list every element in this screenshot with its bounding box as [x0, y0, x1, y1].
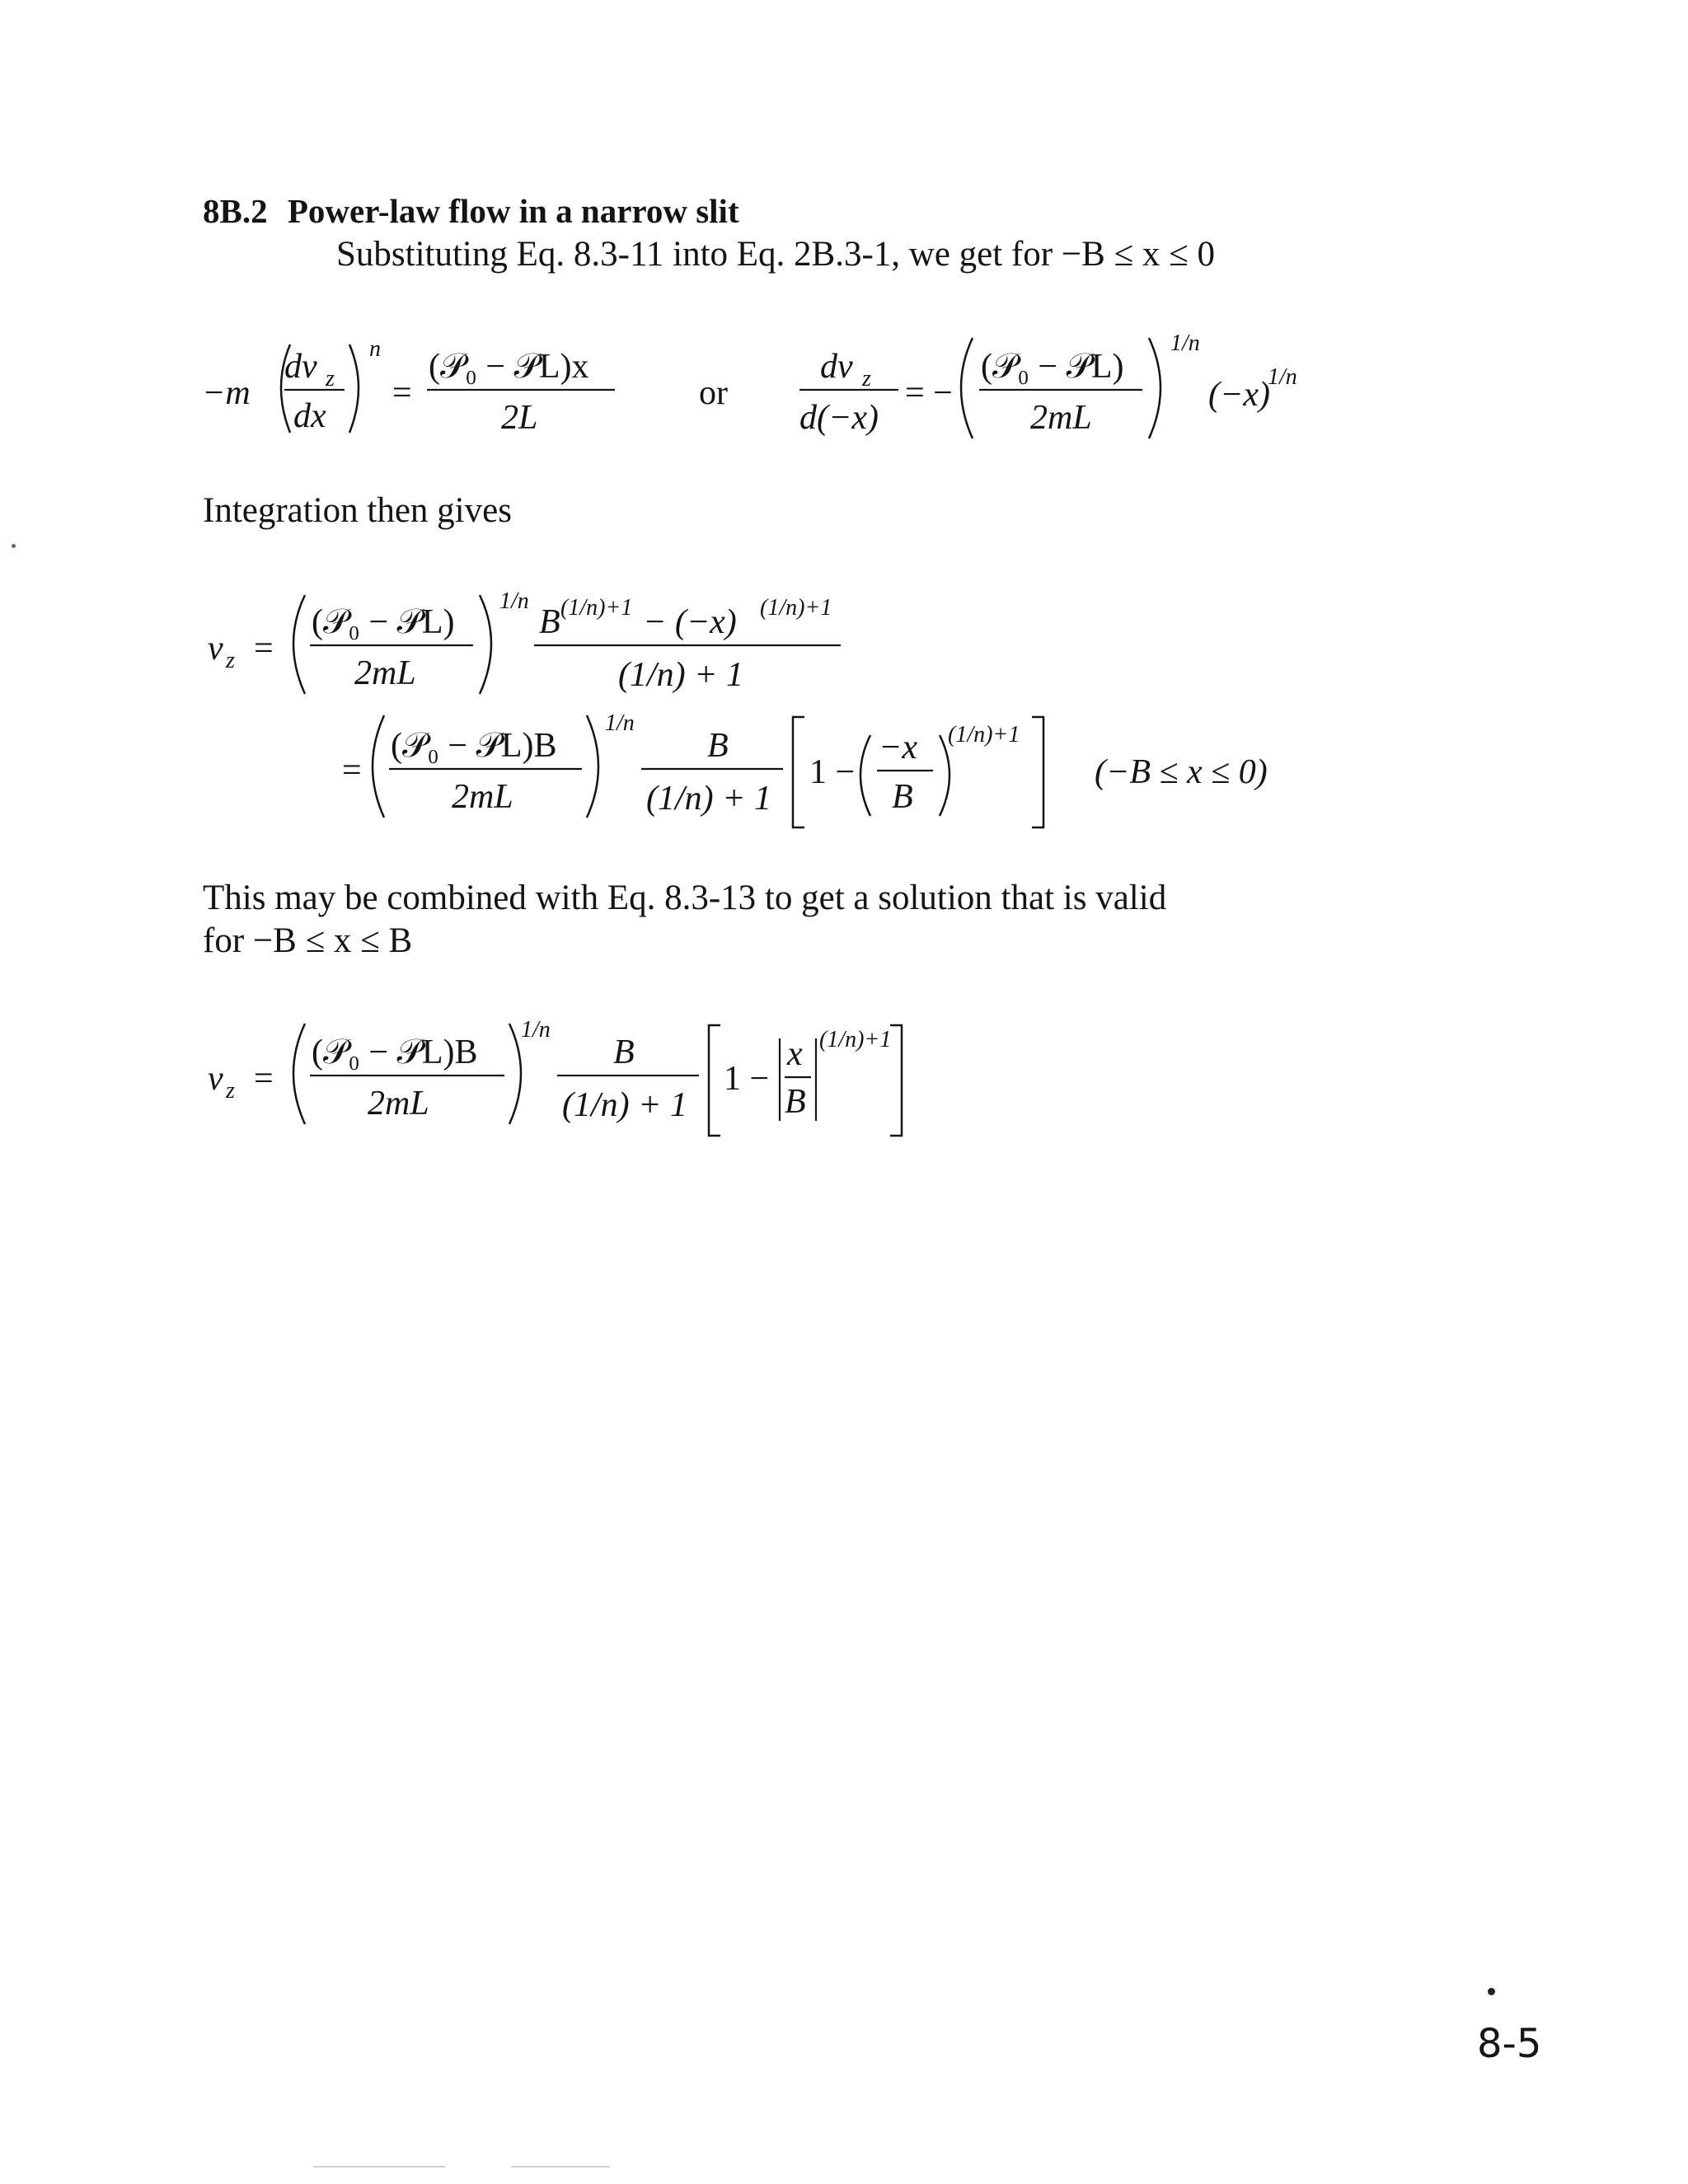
eq1-dx: dx: [293, 397, 326, 435]
equation-2: [799, 330, 1297, 438]
eq1-denominator: 2L: [501, 399, 538, 437]
eq4-frac-denominator: (1/n) + 1: [646, 780, 771, 818]
eq1-equals: =: [392, 374, 412, 412]
eq4-one-minus: 1 −: [809, 753, 856, 791]
eq2-tail-power: 1/n: [1268, 364, 1297, 390]
eq5-left-bracket: [709, 1025, 720, 1136]
eq4-inner-numerator: (𝒫₀ − 𝒫L)B: [391, 727, 557, 765]
eq4-power: 1/n: [605, 710, 635, 736]
eq1-numerator: (𝒫₀ − 𝒫L)x: [429, 348, 589, 386]
eq3-frac-num-exp2: (1/n)+1: [760, 595, 832, 621]
eq1-right-paren: [349, 344, 359, 433]
eq4-sub-numerator: −x: [879, 729, 917, 766]
intro-text: Substituting Eq. 8.3-11 into Eq. 2B.3-1, we get for −B ≤ x ≤ 0: [336, 235, 1215, 274]
eq3-lhs: v: [208, 630, 223, 668]
margin-dot-right: [1488, 1988, 1495, 1995]
eq5-abs-numerator: x: [787, 1035, 803, 1073]
eq1-z-sub: z: [326, 366, 335, 391]
eq5-one-minus: 1 −: [724, 1060, 770, 1098]
eq5-frac-numerator: B: [613, 1033, 635, 1071]
page-number: 8-5: [1477, 2021, 1542, 2067]
eq4-left-paren: [373, 715, 384, 818]
eq1-dvz: dv: [284, 348, 317, 386]
combine-text-line-2: for −B ≤ x ≤ B: [203, 921, 413, 960]
problem-number: 8B.2: [203, 192, 268, 230]
eq5-right-bracket: [890, 1025, 902, 1136]
eq2-inner-denominator: 2mL: [1030, 399, 1092, 437]
eq5-power: 1/n: [521, 1017, 551, 1043]
eq4-sub-denominator: B: [892, 778, 913, 816]
margin-dot-left: [12, 544, 16, 548]
problem-title: Power-law flow in a narrow slit: [287, 192, 739, 230]
or-word: or: [699, 374, 728, 412]
eq5-lhs: v: [208, 1060, 223, 1098]
eq5-frac-denominator: (1/n) + 1: [562, 1086, 687, 1124]
eq3-left-paren: [293, 595, 305, 694]
eq2-tail: (−x): [1208, 376, 1270, 414]
eq2-equals: = −: [905, 374, 953, 412]
integration-text: Integration then gives: [203, 491, 512, 530]
eq3-lhs-sub: z: [226, 648, 235, 673]
eq2-power: 1/n: [1170, 330, 1200, 356]
scan-artifact: [313, 2166, 445, 2168]
eq2-z-sub: z: [862, 366, 871, 391]
eq3-inner-denominator: 2mL: [354, 654, 416, 692]
combine-text-line-1: This may be combined with Eq. 8.3-13 to get a solution that is valid: [203, 879, 1167, 917]
eq1-lhs-sign: −m: [202, 374, 251, 412]
eq4-left-bracket: [793, 717, 804, 827]
eq4-sub-left-paren: [860, 735, 870, 816]
eq5-inner-numerator: (𝒫₀ − 𝒫L)B: [312, 1033, 478, 1071]
eq4-frac-numerator: B: [707, 727, 729, 765]
equation-1: [202, 336, 615, 437]
eq3-power: 1/n: [499, 588, 529, 614]
eq3-frac-denominator: (1/n) + 1: [618, 656, 743, 694]
equation-5: [208, 1017, 902, 1136]
eq3-equals: =: [254, 630, 274, 668]
eq4-right-paren: [587, 715, 598, 818]
scan-artifact: [511, 2166, 610, 2168]
eq4-right-bracket: [1032, 717, 1043, 827]
eq3-inner-numerator: (𝒫₀ − 𝒫L): [312, 603, 455, 641]
eq5-right-paren: [509, 1024, 521, 1124]
eq3-frac-num-exp: (1/n)+1: [560, 595, 633, 621]
eq4-sub-power: (1/n)+1: [948, 722, 1020, 748]
eq5-equals: =: [254, 1060, 274, 1098]
eq5-left-paren: [293, 1024, 305, 1124]
equation-3: [208, 588, 841, 694]
eq5-abs-denominator: B: [785, 1083, 806, 1121]
eq5-inner-denominator: 2mL: [368, 1085, 429, 1122]
eq3-frac-num-mid: − (−x): [643, 603, 737, 641]
eq2-right-paren: [1149, 338, 1160, 438]
eq2-denominator: d(−x): [799, 399, 879, 437]
eq5-lhs-sub: z: [226, 1078, 235, 1104]
eq4-inner-denominator: 2mL: [452, 778, 513, 816]
eq3-right-paren: [480, 595, 491, 694]
eq2-left-paren: [961, 338, 973, 438]
equation-4: [342, 710, 1268, 827]
eq2-numerator: dv: [820, 348, 853, 386]
eq4-range: (−B ≤ x ≤ 0): [1095, 753, 1268, 791]
eq3-frac-num-b: B: [539, 603, 560, 641]
eq1-power-n: n: [369, 336, 381, 362]
eq4-equals: =: [342, 752, 362, 790]
eq5-abs-power: (1/n)+1: [819, 1027, 892, 1052]
eq2-inner-numerator: (𝒫₀ − 𝒫L): [981, 348, 1124, 386]
